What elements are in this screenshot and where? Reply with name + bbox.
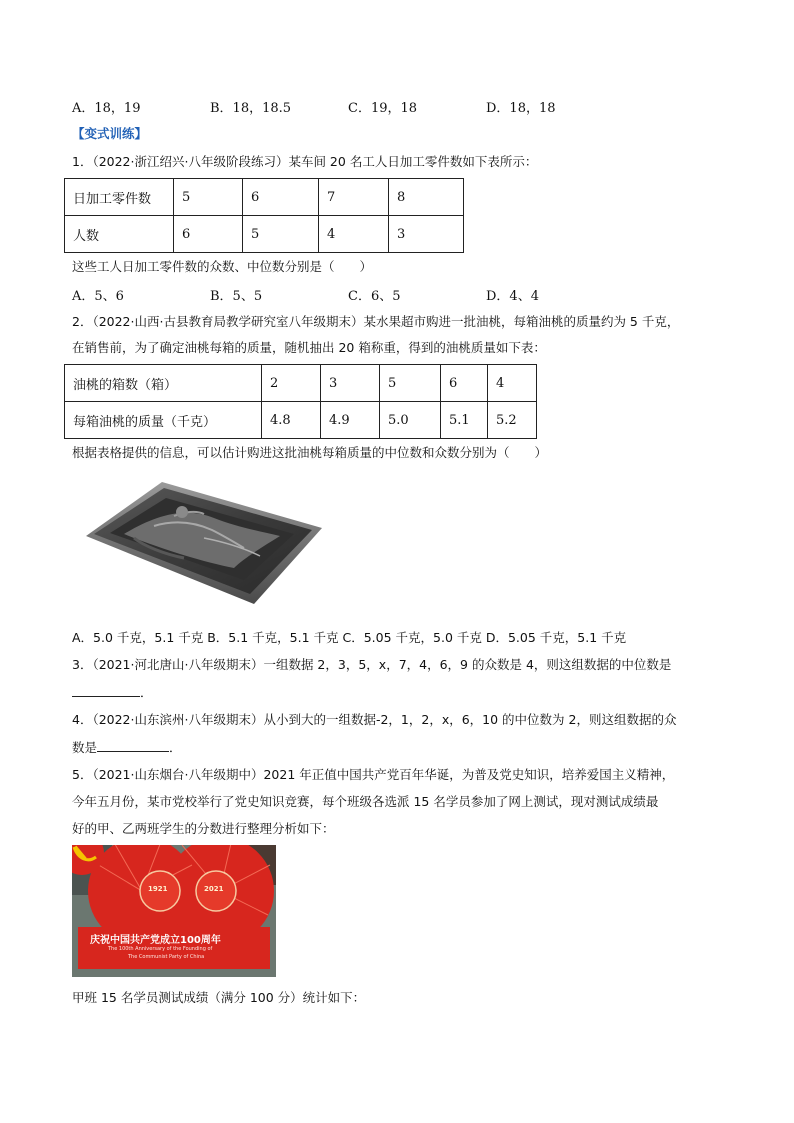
table-cell: 4.8 (262, 402, 321, 439)
relief-sculpture-image (84, 476, 324, 608)
table-cell: 4 (319, 216, 389, 253)
table-cell: 5.2 (488, 402, 537, 439)
table-cell: 日加工零件数 (65, 179, 174, 216)
q1-question: 这些工人日加工零件数的众数、中位数分别是（ ） (72, 259, 373, 274)
table-cell: 8 (389, 179, 464, 216)
q5-after-text: 甲班 15 名学员测试成绩（满分 100 分）统计如下： (72, 990, 366, 1005)
q4-answer-line (72, 737, 182, 756)
table-cell: 5.1 (441, 402, 488, 439)
party-anniversary-photo (72, 845, 276, 977)
table-cell: 4 (488, 365, 537, 402)
prev-option-b: B．18，18.5 (210, 101, 292, 116)
table-cell: 2 (262, 365, 321, 402)
q4-tail: ． (169, 740, 182, 755)
table-cell: 3 (321, 365, 380, 402)
answer-blank[interactable] (97, 737, 169, 752)
photo-banner-english-1: The 100th Anniversary of the Founding of (108, 946, 213, 952)
table-cell: 5 (243, 216, 319, 253)
table-row (65, 365, 537, 402)
q2-text-line2: 在销售前，为了确定油桃每箱的质量，随机抽出 20 箱称重，得到的油桃质量如下表： (72, 340, 546, 355)
q1-option-b: B．5、5 (210, 289, 263, 304)
q1-option-a: A．5、6 (72, 289, 124, 304)
photo-year-2021: 2021 (204, 885, 224, 893)
table-cell: 5 (380, 365, 441, 402)
q3-text: 3．（2021·河北唐山·八年级期末）一组数据 2，3，5，x，7，4，6，9 的众数是 4，则这组数据的中位数是 (72, 657, 672, 672)
q1-table (64, 178, 464, 253)
q1-option-c: C．6、5 (348, 289, 401, 304)
table-row (65, 216, 464, 253)
table-cell: 6 (174, 216, 243, 253)
prev-option-a: A．18，19 (72, 101, 141, 116)
q3-answer-line (72, 682, 153, 701)
table-cell: 5 (174, 179, 243, 216)
section-title: 【变式训练】 (72, 126, 148, 141)
answer-blank[interactable] (72, 682, 140, 697)
table-cell: 3 (389, 216, 464, 253)
q3-tail: ． (140, 685, 153, 700)
table-cell: 人数 (65, 216, 174, 253)
q5-line1: 5．（2021·山东烟台·八年级期中）2021 年正值中国共产党百年华诞，为普及党史知识，培养爱国主义精神， (72, 767, 675, 782)
q2-options-line: A．5.0 千克，5.1 千克 B．5.1 千克，5.1 千克 C．5.05 千克，5.0 千克 D．5.05 千克，5.1 千克 (72, 630, 627, 645)
table-cell: 油桃的箱数（箱） (65, 365, 262, 402)
q5-line3: 好的甲、乙两班学生的分数进行整理分析如下： (72, 821, 335, 836)
table-cell: 5.0 (380, 402, 441, 439)
photo-year-1921: 1921 (148, 885, 168, 893)
photo-banner-english-2: The Communist Party of China (128, 954, 205, 960)
q2-text-line1: 2．（2022·山西·古县教育局教学研究室八年级期末）某水果超市购进一批油桃，每箱油桃的质量约为 5 千克， (72, 314, 680, 329)
q4-line2: 数是 (72, 740, 98, 755)
q2-table (64, 364, 537, 439)
q1-text: 1．（2022·浙江绍兴·八年级阶段练习）某车间 20 名工人日加工零件数如下表所示： (72, 154, 538, 169)
q5-line2: 今年五月份，某市党校举行了党史知识竞赛，每个班级各选派 15 名学员参加了网上测试，现对测试成绩最 (72, 794, 659, 809)
prev-option-c: C．19，18 (348, 101, 418, 116)
table-cell: 每箱油桃的质量（千克） (65, 402, 262, 439)
table-row (65, 179, 464, 216)
table-cell: 7 (319, 179, 389, 216)
table-cell: 4.9 (321, 402, 380, 439)
q2-question: 根据表格提供的信息，可以估计购进这批油桃每箱质量的中位数和众数分别为（ ） (72, 445, 548, 460)
table-row (65, 402, 537, 439)
table-cell: 6 (441, 365, 488, 402)
table-cell: 6 (243, 179, 319, 216)
q4-text: 4．（2022·山东滨州·八年级期末）从小到大的一组数据-2，1，2，x，6，10 的中位数为 2，则这组数据的众 (72, 712, 677, 727)
photo-banner-chinese: 庆祝中国共产党成立100周年 (90, 935, 221, 946)
prev-option-d: D．18，18 (486, 101, 556, 116)
q1-option-d: D．4、4 (486, 289, 539, 304)
